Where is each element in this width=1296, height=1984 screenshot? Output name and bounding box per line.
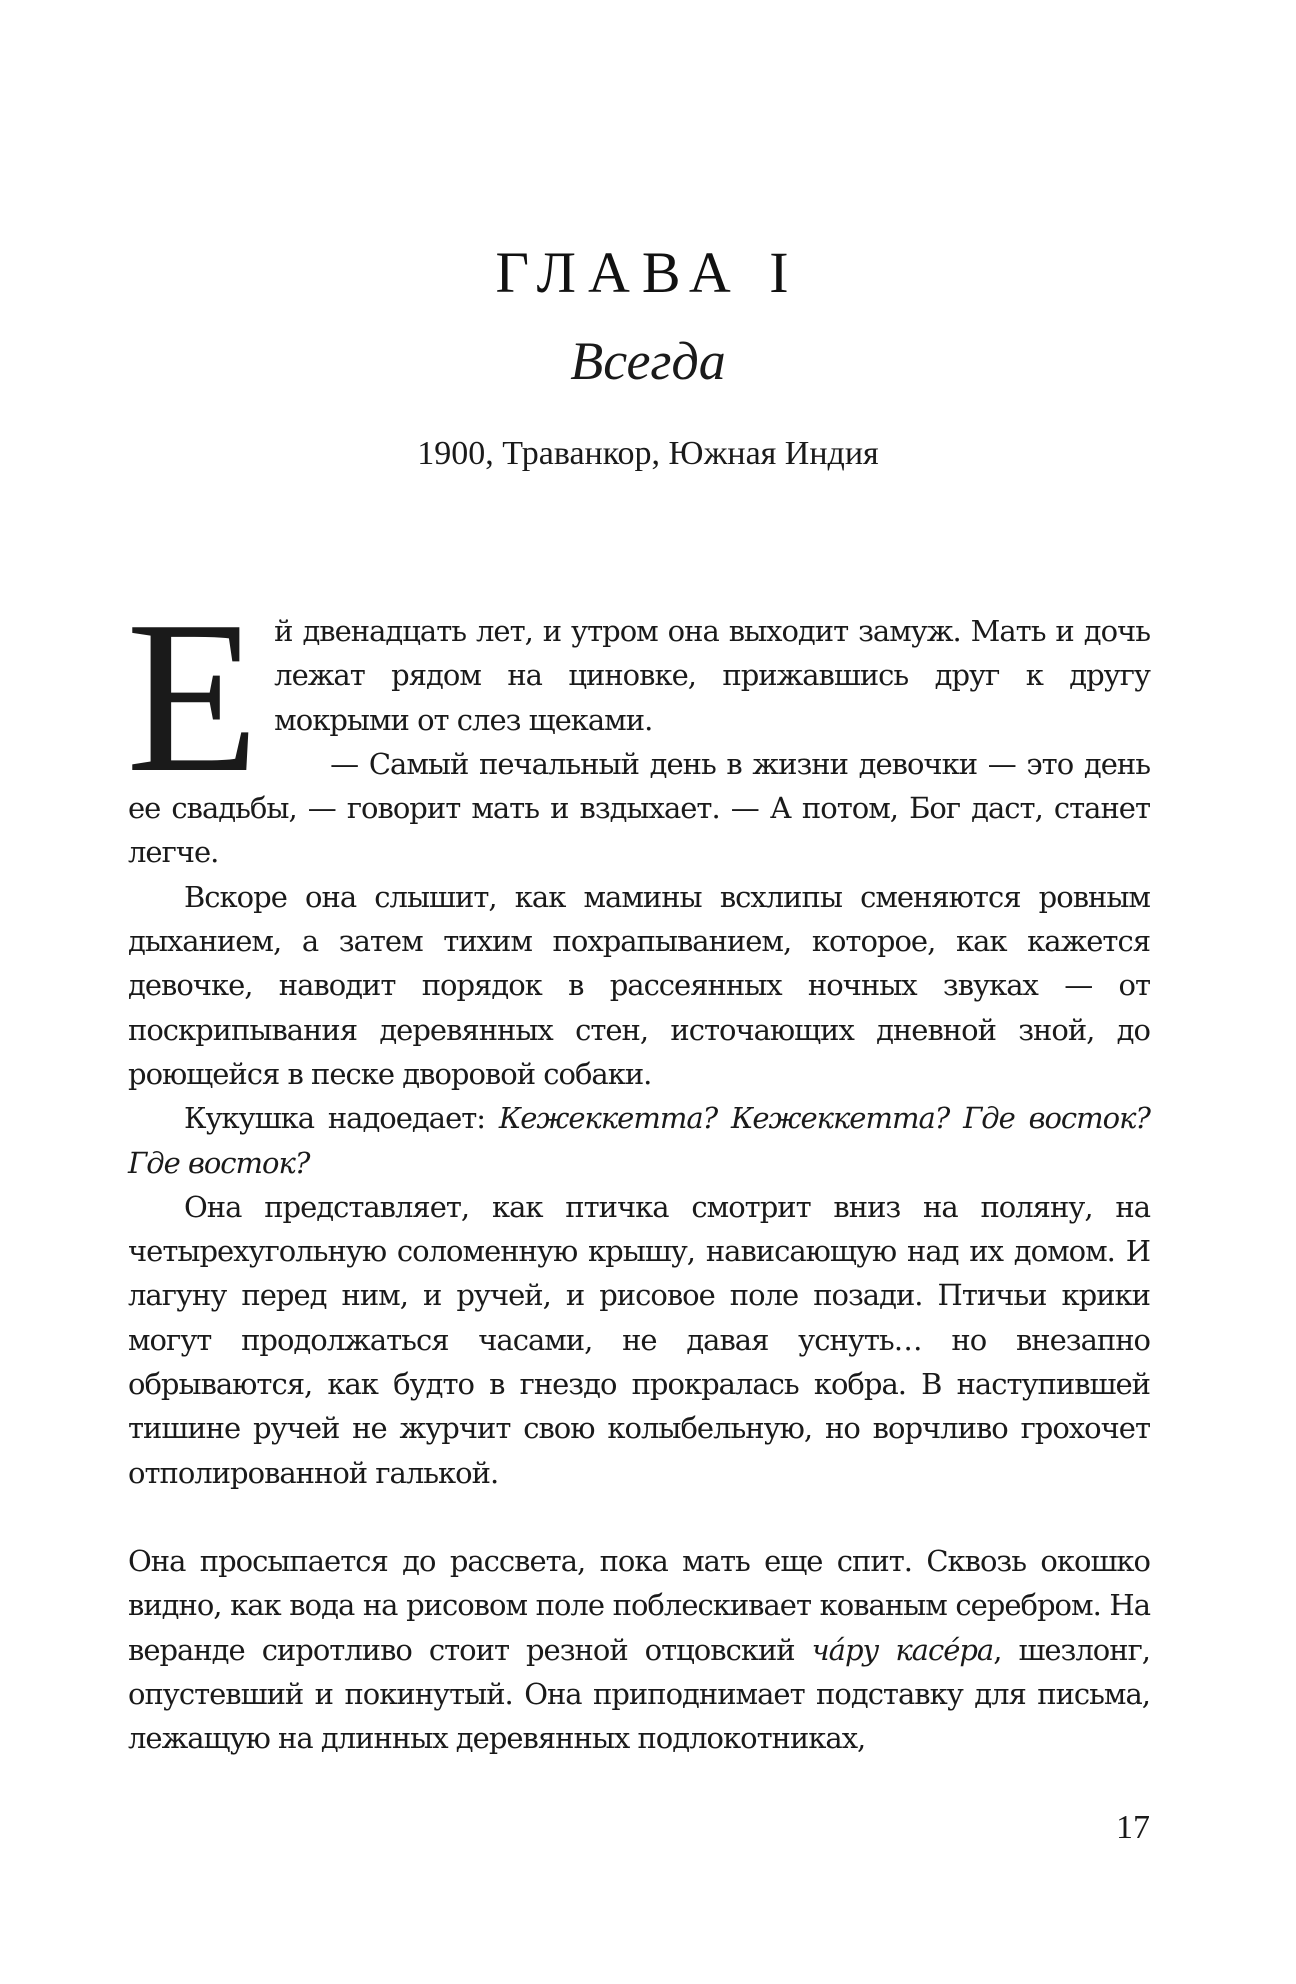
paragraph-5: Она представляет, как птичка смотрит вниз на поляну, на четырехугольную соломенную крышу, нависающую над их домом. И лагуну перед ним, и ручей, и рисовое поле позади. Птичьи крики могут продолжаться часами, не давая уснуть… но внезапно обрываются, как будто в гнездо прокралась кобра. В наступившей тишине ручей не журчит свою колыбельную, но ворчливо грохочет отполированной галькой. <box>128 1189 1150 1490</box>
paragraph-4-italic: Кежеккетта? Кежеккетта? Где восток? Где восток? <box>128 1101 1150 1180</box>
paragraph-6-text-end: , шезлонг, опустевший и покинутый. Она приподнимает подставку для письма, лежащую на длинных деревянных подлокотниках, <box>128 1632 1151 1756</box>
paragraph-2: — Самый печальный день в жизни девочки — это день ее свадьбы, — говорит мать и вздыхает. — А потом, Бог даст, станет легче. <box>128 746 1150 870</box>
chapter-title: Всегда <box>570 331 726 391</box>
paragraph-3: Вскоре она слышит, как мамины всхлипы сменяются ровным дыханием, а затем тихим похрапыванием, которое, как кажется девочке, наводит порядок в рассеянных ночных звуках — от поскрипывания деревянных стен, источающих дневной зной, до роющейся в песке дворовой собаки. <box>128 879 1150 1091</box>
chapter-heading: ГЛАВА I <box>495 240 801 305</box>
paragraph-6-italic: ча́ру касе́ра <box>811 1632 994 1667</box>
paragraph-6-text-start: Она просыпается до рассвета, пока мать еще спит. Сквозь окошко видно, как вода на рисовом поле поблескивает кованым серебром. На веранде сиротливо стоит резной отцовский <box>128 1543 1150 1667</box>
paragraph-4-text: Кукушка надоедает: <box>184 1101 499 1136</box>
chapter-setting: 1900, Траванкор, Южная Индия <box>417 435 879 472</box>
body-text <box>126 577 1151 1760</box>
paragraph-1-text: й двенадцать лет, и утром она выходит замуж. Мать и дочь лежат рядом на циновке, прижавшись друг к другу мокрыми от слез щеками. <box>274 614 1150 737</box>
paragraph-4 <box>128 1096 1150 1185</box>
drop-cap: Е <box>126 577 259 818</box>
paragraph-6 <box>128 1539 1150 1760</box>
page-number: 17 <box>1116 1809 1150 1846</box>
